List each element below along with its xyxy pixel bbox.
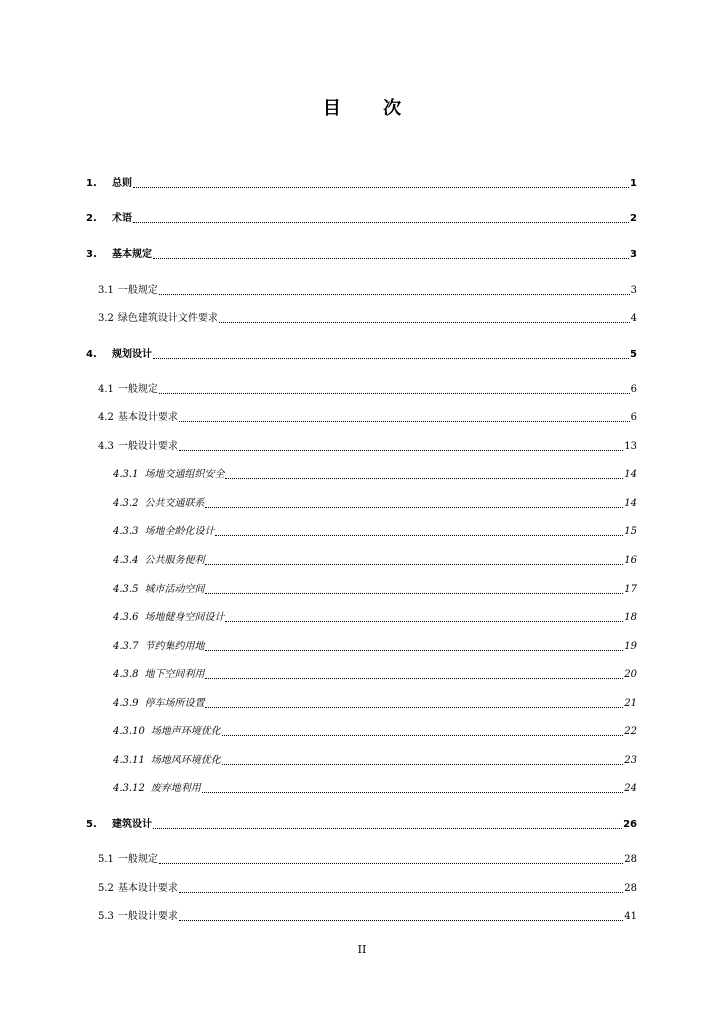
toc-entry-page: 28	[624, 883, 637, 894]
toc-entry-page: 6	[630, 412, 637, 423]
toc-leader	[222, 734, 623, 736]
toc-entry[interactable]	[86, 177, 637, 191]
toc-entry-page: 24	[624, 783, 637, 794]
toc-leader	[153, 357, 629, 359]
toc-entry[interactable]	[113, 525, 637, 539]
toc-entry-page: 17	[624, 584, 637, 595]
toc-entry-page: 5	[630, 349, 637, 360]
toc-entry-number: 2.	[86, 213, 97, 224]
toc-entry-page: 15	[624, 526, 637, 537]
toc-entry-number: 4.3.7	[113, 641, 139, 652]
toc-entry[interactable]	[113, 697, 637, 711]
toc-entry-label: 场地健身空间设计	[144, 612, 225, 623]
toc-leader	[219, 321, 630, 323]
toc-leader	[202, 791, 623, 793]
toc-entry-number: 4.3.4	[113, 555, 139, 566]
toc-entry[interactable]	[113, 611, 637, 625]
toc-entry-label: 一般设计要求	[117, 441, 178, 452]
toc-leader	[133, 221, 629, 223]
toc-entry[interactable]	[113, 782, 637, 796]
toc-leader	[179, 420, 630, 422]
toc-entry-label: 基本规定	[112, 249, 152, 260]
toc-entry-label: 地下空间利用	[144, 669, 205, 680]
toc-entry-number: 4.3.6	[113, 612, 139, 623]
toc-entry-label: 场地全龄化设计	[144, 526, 215, 537]
toc-entry-page: 26	[623, 819, 637, 830]
toc-entry-page: 14	[624, 469, 637, 480]
toc-entry-label: 基本设计要求	[117, 883, 178, 894]
toc-entry-label: 一般设计要求	[117, 911, 178, 922]
toc-entry-number: 4.3.10	[113, 726, 145, 737]
toc-entry-label: 规划设计	[112, 349, 152, 360]
toc-leader	[205, 563, 623, 565]
toc-entry-label: 一般规定	[117, 854, 158, 865]
toc-leader	[179, 919, 623, 921]
toc-entry-number: 4.2	[98, 412, 114, 423]
toc-leader	[225, 620, 623, 622]
toc-entry[interactable]	[98, 411, 637, 425]
toc-leader	[159, 862, 623, 864]
toc-entry-number: 4.3.12	[113, 783, 145, 794]
toc-entry-number: 4.3.1	[113, 469, 139, 480]
toc-leader	[205, 649, 623, 651]
toc-entry-number: 4.3.8	[113, 669, 139, 680]
toc-entry[interactable]	[113, 468, 637, 482]
toc-entry[interactable]	[98, 853, 637, 867]
toc-entry-page: 22	[624, 726, 637, 737]
toc-entry-page: 23	[624, 755, 637, 766]
toc-entry-page: 3	[630, 249, 637, 260]
toc-leader	[215, 534, 623, 536]
toc-entry-number: 5.1	[98, 854, 114, 865]
toc-entry-number: 3.	[86, 249, 97, 260]
toc-entry-page: 20	[624, 669, 637, 680]
toc-leader	[205, 677, 623, 679]
toc-entry-page: 19	[624, 641, 637, 652]
toc-entry-page: 1	[630, 178, 637, 189]
toc-entry[interactable]	[86, 348, 637, 362]
toc-entry[interactable]	[98, 383, 637, 397]
toc-entry-label: 总则	[112, 178, 132, 189]
toc-entry-label: 城市活动空间	[144, 584, 205, 595]
toc-entry-number: 3.2	[98, 313, 114, 324]
toc-entry-label: 基本设计要求	[117, 412, 178, 423]
toc-leader	[179, 449, 623, 451]
toc-entry-number: 5.3	[98, 911, 114, 922]
toc-entry-label: 一般规定	[117, 285, 158, 296]
toc-entry-number: 4.3.2	[113, 498, 139, 509]
toc-entry-label: 一般规定	[117, 384, 158, 395]
toc-leader	[159, 293, 630, 295]
toc-entry-label: 场地声环境优化	[150, 726, 221, 737]
toc-leader	[179, 891, 623, 893]
toc-entry[interactable]	[113, 554, 637, 568]
toc-entry[interactable]	[113, 754, 637, 768]
toc-entry-number: 4.1	[98, 384, 114, 395]
toc-entry-number: 4.3.5	[113, 584, 139, 595]
toc-leader	[222, 763, 623, 765]
toc-entry-label: 停车场所设置	[144, 698, 205, 709]
toc-entry[interactable]	[113, 668, 637, 682]
toc-entry-page: 4	[630, 313, 637, 324]
toc-leader	[153, 827, 622, 829]
toc-entry-label: 废弃地利用	[150, 783, 201, 794]
toc-leader	[205, 706, 623, 708]
toc-entry-label: 公共服务便利	[144, 555, 205, 566]
toc-leader	[205, 506, 623, 508]
toc-entry-page: 2	[630, 213, 637, 224]
page-number: II	[357, 943, 367, 956]
toc-entry[interactable]	[113, 640, 637, 654]
toc-leader	[205, 592, 623, 594]
toc-entry[interactable]	[113, 497, 637, 511]
toc-entry-label: 节约集约用地	[144, 641, 205, 652]
toc-entry-page: 6	[630, 384, 637, 395]
toc-entry-page: 16	[624, 555, 637, 566]
toc-entry[interactable]	[86, 212, 637, 226]
toc-entry-number: 4.	[86, 349, 97, 360]
toc-entry-page: 14	[624, 498, 637, 509]
toc-entry[interactable]	[113, 725, 637, 739]
toc-entry[interactable]	[98, 312, 637, 326]
toc-leader	[133, 186, 629, 188]
toc-entry-page: 13	[624, 441, 637, 452]
toc-entry-label: 场地风环境优化	[150, 755, 221, 766]
toc-entry-page: 3	[630, 285, 637, 296]
toc-entry-label: 术语	[112, 213, 132, 224]
toc-entry-page: 21	[624, 698, 637, 709]
toc-entry-number: 4.3.3	[113, 526, 139, 537]
toc-entry[interactable]	[98, 440, 637, 454]
page-title: 目 次	[322, 98, 420, 119]
toc-leader	[153, 257, 629, 259]
toc-entry-number: 4.3.9	[113, 698, 139, 709]
toc-entry-label: 建筑设计	[112, 819, 152, 830]
toc-entry-number: 4.3	[98, 441, 114, 452]
toc-entry[interactable]	[98, 910, 637, 924]
toc-entry-page: 28	[624, 854, 637, 865]
toc-entry-label: 绿色建筑设计文件要求	[117, 313, 218, 324]
toc-entry-label: 公共交通联系	[144, 498, 205, 509]
toc-entry[interactable]	[86, 248, 637, 262]
toc-entry-number: 1.	[86, 178, 97, 189]
toc-entry-number: 3.1	[98, 285, 114, 296]
toc-entry-number: 4.3.11	[113, 755, 145, 766]
toc-entry[interactable]	[98, 284, 637, 298]
toc-entry-label: 场地交通组织安全	[144, 469, 225, 480]
toc-entry[interactable]	[113, 583, 637, 597]
toc-entry-page: 18	[624, 612, 637, 623]
toc-leader	[159, 392, 630, 394]
toc-entry[interactable]	[86, 818, 637, 832]
toc-entry-page: 41	[624, 911, 637, 922]
toc-entry-number: 5.	[86, 819, 97, 830]
toc-entry-number: 5.2	[98, 883, 114, 894]
toc-entry[interactable]	[98, 882, 637, 896]
toc-leader	[225, 477, 623, 479]
